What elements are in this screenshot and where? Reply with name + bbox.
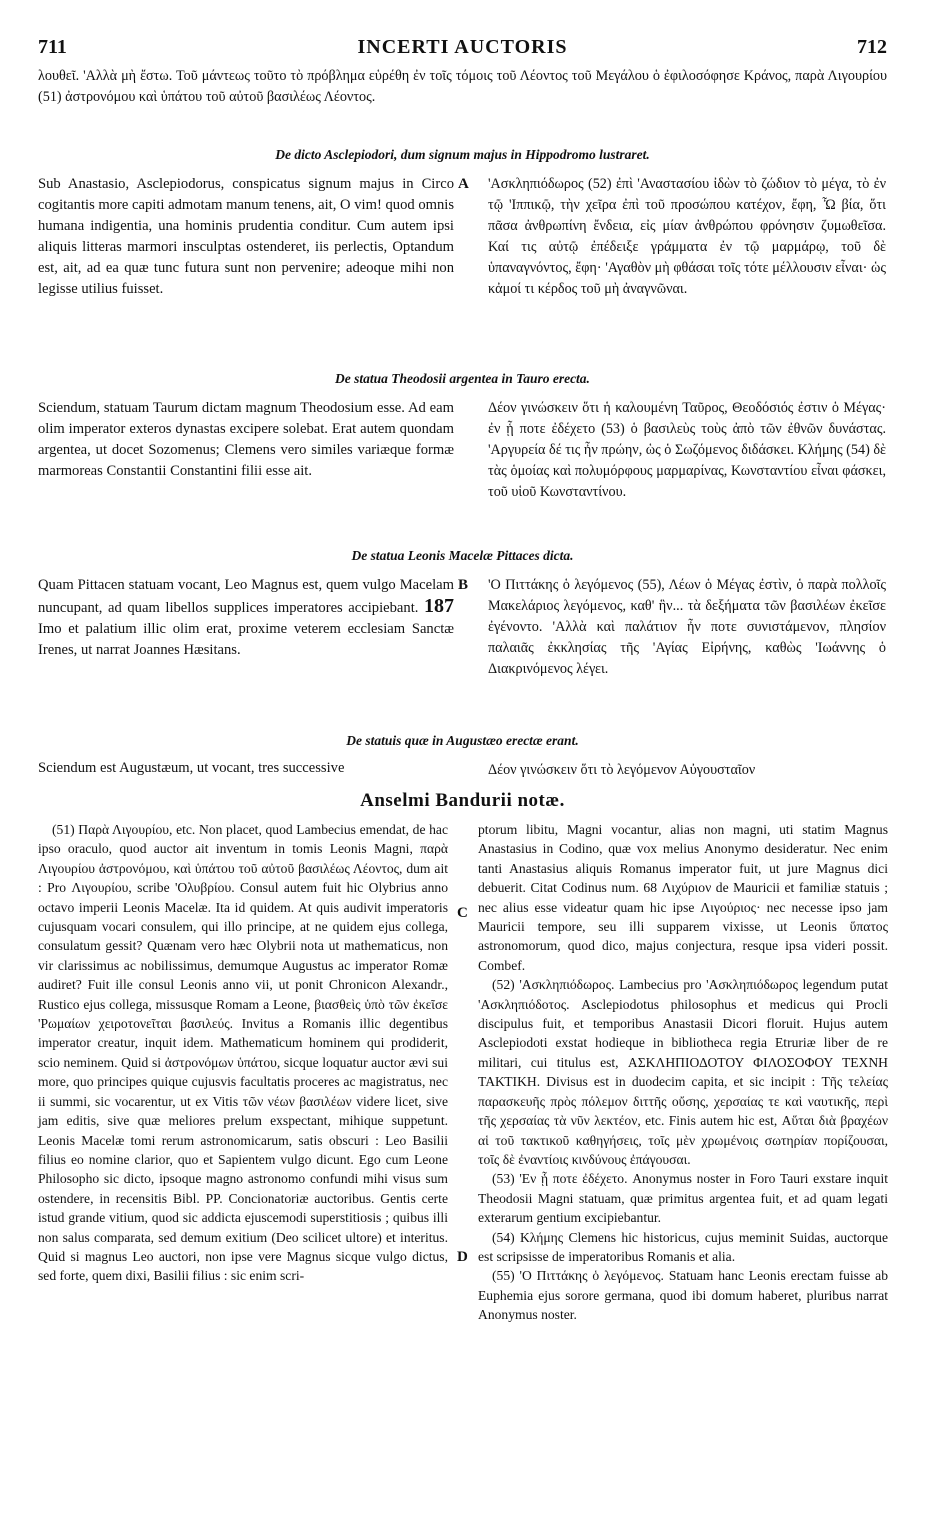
latin-text-part: Imo et palatium illic olim erat, proxime veterem ecclesiam Sanctæ Irenes, ut narrat Joannes Hæsitans. [38, 621, 454, 658]
note-paragraph: (51) Παρὰ Λιγουρίου, etc. Non placet, quod Lambecius emendat, de hac ipso oraculo, quod auctor ait inventum in tomis Leonis Magni, παρὰ Λιγουρίου ἀστρονόμου, καὶ ὑπάτου τοῦ αὐτοῦ βασιλέως Λέοντος, dum ait : Pro Λιγουρίου, scribe 'Ολυβρίου. Consul autem fuit hic Olybrius anno octavo imperii Leonis Macelæ. Ita id quidem. At quis audivit imperatoris cujusquam vocari consulem, qui illo principe, at ne quidem ejus collega, consulatum gessit? Quænam vero hæc Olybrii nota ut mathematicus, non vir clarissimus ac nobilissimus, demumque Augustus ac imperator Romæ audiret? Fuit ille consul Leonis anno vii, ut ponit Chronicon Alexandr., Rustico ejus collega, missusque Romam a Leone, βιασθεὶς ὑπὸ τῶν ἐκεῖσε 'Ρωμαίων χειροτονεῖται βασιλεύς. Invitus a Romanis illic degentibus imperator creatur, inquit idem. Mathematicum hominem qui prodiderit, scio neminem. Quid si ἀστρονόμων ὑπάτου, sicque loquatur auctor ævi sui more, quo principes quique cujusvis facultatis proceres ac magistratus, nec ii summi, sic vocarentur, ut ex Vitis τῶν νέων βασιλέων videre licet, sive jam editis, sive quæ meliores prelum exspectant, mihique suppetunt. Leonis Macelæ tomi rerum astronomicarum, satis obscuri : Leo Basilii filius eo nomine clarior, quo et Sapientem vulgo dicunt. Ego cum Leone Philosopho sic dicto, ipsoque magno astronomo confundi mihi visus sum ostendere, in recensitis Bibl. PP. Concionatoriæ auctoribus. Gentis certe istud grande vitium, quod sic addicta ejuscemodi superstitiosis ; quibus illi non salus comparata, sed demum exitium (Deo scilicet ultore) et interitus. Quid si magnus Leo auctori, non ipse vere Magnus sicque vulgo dictus, sed forte, quem dixi, Basilii filius : sic enim scri- [38, 822, 448, 1284]
section-title: De statua Leonis Macelæ Pittaces dicta. [351, 548, 574, 563]
greek-text: 'Ασκληπιόδωρος (52) ἐπὶ 'Αναστασίου ἰδὼν τὸ ζώδιον τὸ μέγα, τὸ ἐν τῷ 'Ιππικῷ, τὴν χεῖρα ἐπὶ τοῦ προσώπου κατέχον, ἔφη, Ὦ βία, ὅτι πᾶσα ἀνθρωπίνη ἔνδεια, εἰς μίαν ἀνθρώπου φρόνησιν ζυμωθεῖσα. Καί τις αὐτῷ ἐπέδειξε γράμματα ἐν τῷ μαρμάρῳ, τοῦ δὲ ὑπαναγνόντος, ἔφη· 'Αγαθὸν μὴ φθάσαι τοῖς τότε μέλλουσιν εἶναι· ὡς κἀμοί τι κέρδος τοῦ μὴ ἀναγνῶναι. [488, 176, 886, 297]
latin-text: Sub Anastasio, Asclepiodorus, conspicatus signum majus in Circo cogitantis more capiti admotam manum tenens, ait, O vim! quod omnis humana indigentia, una hominis prudentia conditur. Cum autem ipsi aliquis litteras marmori insculptas ostenderet, iis perlectis, Optandum est, ait, ad ea quæ tunc futura sunt non pervenire; adeoque mihi non legisse utilius fuisset. [38, 176, 454, 297]
section-title: De statuis quæ in Augustæo erectæ erant. [346, 733, 579, 748]
greek-text: Δέον γινώσκειν ὅτι τὸ λεγόμενον Αὐγουσταῖον [488, 762, 756, 778]
margin-marker: C [457, 905, 468, 921]
notes-right-column [478, 820, 888, 1325]
latin-text-part: Quam Pittacen statuam vocant, Leo Magnus est, quem vulgo Macelam nuncupant, ad quam libellos supplices imperatores accipiebant. [38, 577, 454, 616]
margin-marker: D [457, 1249, 468, 1265]
latin-text: Sciendum est Augustæum, ut vocant, tres successive [38, 760, 345, 776]
running-header [38, 36, 887, 60]
note-paragraph: (52) 'Ασκληπιόδωρος. Lambecius pro 'Ασκληπιόδωρος legendum putat 'Ασκληπιόδοτος. Asclepiodotus philosophus et medicus qui Procli discipulus fuit, et temporibus Anastasii Dicori floruit. Hujus autem Asclepiodoti exstat hodieque in bibliotheca regia Etruriæ liber de re militari, cui titulus est, ΑΣΚΛΗΠΙΟΔΟΤΟΥ ΦΙΛΟΣΟΦΟΥ ΤΕΧΝΗ ΤΑΚΤΙΚΗ. Divisus est in duodecim capita, et sic incipit : Τῆς τελείας παρασκευῆς πρὸς πόλεμον διττῆς οὔσης, χερσαίας τε καὶ ναυτικῆς, περὶ τῆς χερσαίας τὰ νῦν λεκτέον, etc. Finis autem hic est, Αὕται διὰ βραχέων αἱ τοῦ τακτικοῦ καθηγήσεις, τοῖς μὲν χρωμένοις σωτηρίαν πορίζουσαι, τοῖς δὲ ἐναντίοις κινδύνους ἐπάγουσαι. [478, 977, 888, 1167]
running-title: INCERTI AUCTORIS [357, 36, 568, 58]
latin-text [38, 575, 454, 661]
intro-greek-text: λουθεῖ. 'Αλλὰ μὴ ἔστω. Τοῦ μάντεως τοῦτο τὸ πρόβλημα εὑρέθη ἐν τοῖς τόμοις τοῦ Λέοντος τοῦ Μεγάλου ὁ ἐφιλοσόφησε Κράνος, παρὰ Λιγουρίου (51) ἀστρονόμου καὶ ὑπάτου τοῦ αὐτοῦ βασιλέως Λέοντος. [38, 68, 887, 105]
greek-text: Δέον γινώσκειν ὅτι ἡ καλουμένη Ταῦρος, Θεοδόσιός ἐστιν ὁ Μέγας· ἐν ᾗ ποτε ἐδέχετο (53) ὁ βασιλεὺς τοὺς ἀπὸ τῶν ἐθνῶν δυνάστας. 'Αργυρεία δέ τις ἦν πρώην, ὡς ὁ Σωζόμενος διδάσκει. Κλήμης (54) δὲ τὰς ὁμοίας καὶ πολυμόρφους μαρμαρίνας, Κωνσταντίου εἶναι φάσκει, τοῦ υἱοῦ Κωνσταντίνου. [488, 400, 886, 500]
page-number-right: 712 [857, 36, 887, 58]
notes-title: Anselmi Bandurii notæ. [360, 790, 565, 811]
note-paragraph: (53) 'Εν ᾗ ποτε ἐδέχετο. Anonymus noster in Foro Tauri exstare inquit Theodosii Magni statuam, quæ primitus argentea fuit, et ad quam legati exterarum gentium excipiebantur. [478, 1171, 888, 1226]
column-number: 187 [424, 595, 454, 617]
section-title: De dicto Asclepiodori, dum signum majus in Hippodromo lustraret. [275, 147, 650, 162]
margin-marker: A [458, 176, 469, 192]
margin-marker: B [458, 577, 469, 593]
notes-left-column [38, 820, 448, 1286]
note-paragraph: (54) Κλήμης Clemens hic historicus, cujus meminit Suidas, auctorque est scripsisse de imperatoribus Romanis et alia. [478, 1229, 888, 1264]
note-paragraph: ptorum libitu, Magni vocantur, alias non magni, uti statim Magnus Anastasius in Codino, quæ vox melius Anonymo desideratur. Nec enim tanti Anastasius aliquis Romanus imperator fuit, ut jure Magnus dici debuerit. Citat Codinus num. 68 Λιχύριον de Mauricii et familiæ statuis ; nec alius esse videatur quam hic ipse Λιγούριος· nec necesse ipso jam Mauricii tempore, seu illi supparem vixisse, ut Leonis ὕπατος astronomorum, quod dico, majus conjectura, resque ipsa videri possit. Combef. [478, 822, 888, 973]
latin-text: Sciendum, statuam Taurum dictam magnum Theodosium esse. Ad eam olim imperator exteros dynastas excipere solebat. Erat autem quondam argentea, ut docet Sozomenus; Clemens vero similes variæque formæ marmoreas Constantii Constantini filii esse ait. [38, 400, 454, 479]
greek-text: 'Ο Πιττάκης ὁ λεγόμενος (55), Λέων ὁ Μέγας ἐστὶν, ὁ παρὰ πολλοῖς Μακελάριος λεγόμενος, καθ' ἣν... τὰ δεξήματα τῶν βασιλέων ἐκεῖσε ἐγένοντο. 'Αλλὰ καὶ παλάτιον ἦν ποτε συνιστάμενον, πλησίον παλαιᾶς ἐκκλησίας τῆς 'Αγίας Εἰρήνης, καθὼς 'Ιωάννης ὁ Διακρινόμενος λέγει. [488, 577, 886, 677]
page-number-left: 711 [38, 36, 67, 58]
note-paragraph: (55) 'Ο Πιττάκης ὁ λεγόμενος. Statuam hanc Leonis erectam fuisse ab Euphemia ejus sorore germana, quod ibi domum haberet, pluribus narrat Anonymus noster. [478, 1268, 888, 1323]
section-title: De statua Theodosii argentea in Tauro erecta. [335, 371, 590, 386]
